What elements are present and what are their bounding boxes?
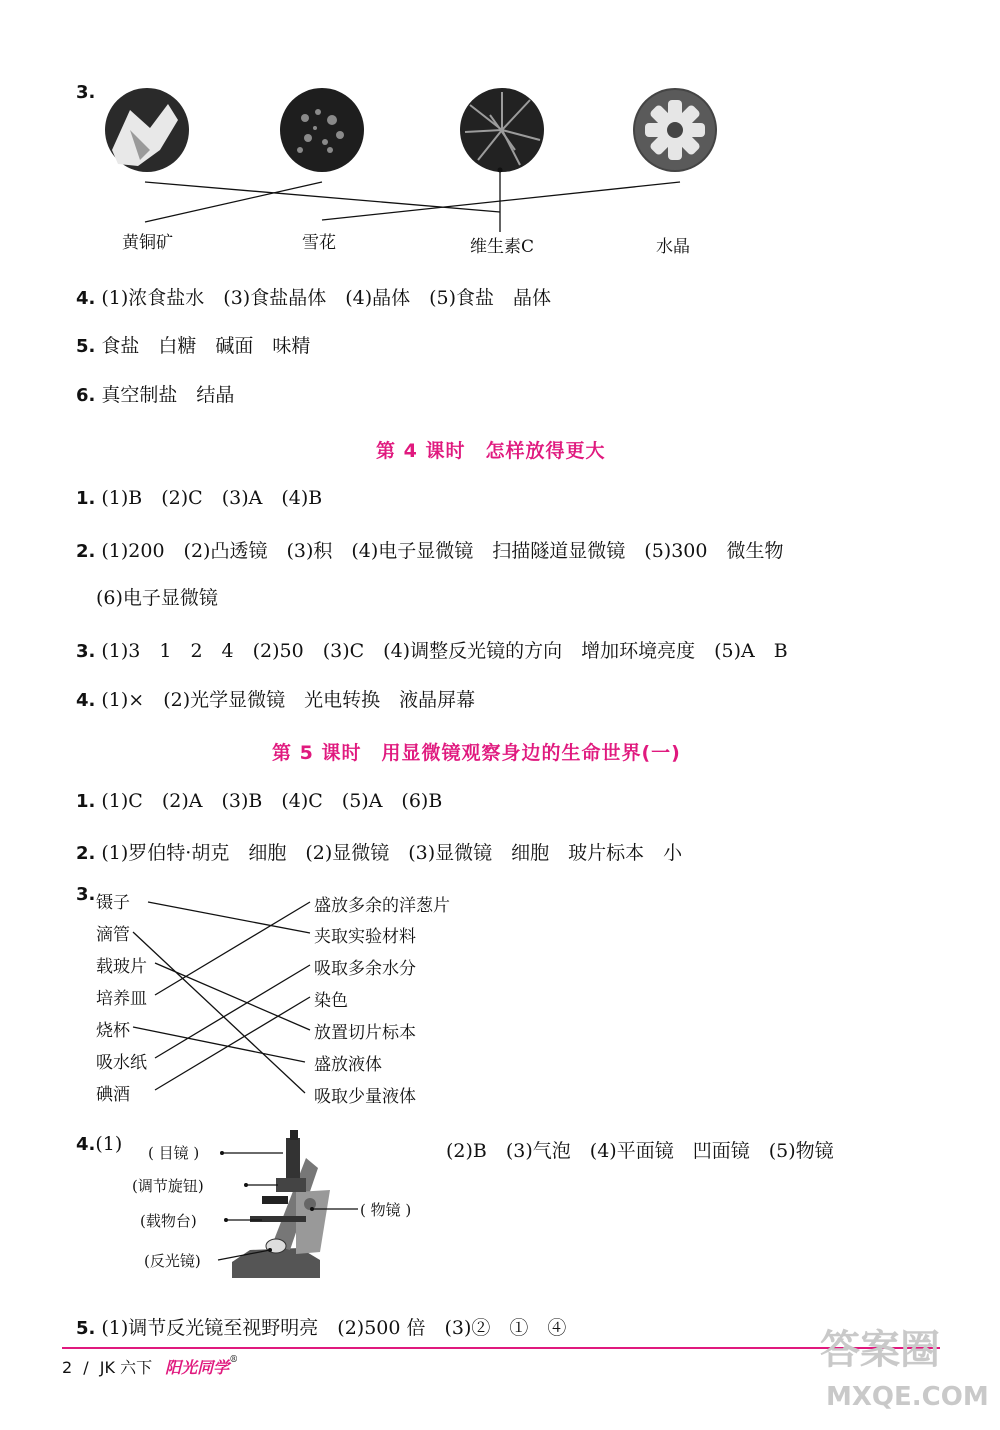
chalcopyrite-crystal-image <box>105 88 189 172</box>
crystal-label-snowflake: 雪花 <box>302 233 336 253</box>
watermark-url: MXQE.COM <box>826 1382 989 1412</box>
brand-logo: 阳光同学 <box>165 1358 230 1377</box>
crystal-label-chalcopyrite: 黄铜矿 <box>122 233 173 253</box>
s5-q3-right-1: 盛放多余的洋葱片 <box>314 896 450 916</box>
s5-q1-answer: 1. (1)C (2)A (3)B (4)C (5)A (6)B <box>76 790 443 812</box>
s5-q3-left-7: 碘酒 <box>96 1085 130 1105</box>
snowflake-crystal-image <box>280 88 364 172</box>
brand-registered-mark: ® <box>229 1355 239 1365</box>
s5-q3-right-6: 盛放液体 <box>314 1055 382 1075</box>
microscope-label-mirror: (反光镜) <box>144 1252 201 1270</box>
s4-q3-answer: 3. (1)3 1 2 4 (2)50 (3)C (4)调整反光镜的方向 增加环境亮度 (5)A B <box>76 640 788 662</box>
q3-match-lines <box>145 170 680 232</box>
q5-answer: 5. 食盐 白糖 碱面 味精 <box>76 335 311 357</box>
footer-separator: / <box>83 1358 89 1377</box>
s5-q3-left-6: 吸水纸 <box>96 1053 147 1073</box>
s5-q3-number: 3. <box>76 884 96 905</box>
footer-series: JK 六下 <box>99 1358 153 1377</box>
s5-q2-answer: 2. (1)罗伯特·胡克 细胞 (2)显微镜 (3)显微镜 细胞 玻片标本 小 <box>76 842 683 864</box>
s4-q2-answer: 2. (1)200 (2)凸透镜 (3)积 (4)电子显微镜 扫描隧道显微镜 (5)300 微生物 <box>76 540 784 562</box>
page-number: 2 <box>62 1358 73 1377</box>
crystal-label-quartz: 水晶 <box>656 237 690 257</box>
s5-q3-right-5: 放置切片标本 <box>314 1023 416 1043</box>
microscope-label-focus-knob: (调节旋钮) <box>132 1177 204 1195</box>
watermark-logo: 答案圈 <box>820 1327 940 1373</box>
section-4-title: 第 4 课时 怎样放得更大 <box>376 440 606 462</box>
s5-q3-left-1: 镊子 <box>96 893 130 913</box>
quartz-crystal-image <box>633 88 717 172</box>
s5-q3-right-7: 吸取少量液体 <box>314 1087 416 1107</box>
s4-q2-continuation: (6)电子显微镜 <box>96 587 218 609</box>
s4-q4-answer: 4. (1)× (2)光学显微镜 光电转换 液晶屏幕 <box>76 689 476 711</box>
s4-q1-answer: 1. (1)B (2)C (3)A (4)B <box>76 487 323 509</box>
q3-number: 3. <box>76 82 96 103</box>
s5-q4-answer: (2)B (3)气泡 (4)平面镜 凹面镜 (5)物镜 <box>446 1140 834 1162</box>
section-5-title: 第 5 课时 用显微镜观察身边的生命世界(一) <box>272 742 681 764</box>
crystal-label-vitamin-c: 维生素C <box>470 237 535 257</box>
s5-q3-right-3: 吸取多余水分 <box>314 959 416 979</box>
s5-q3-right-2: 夹取实验材料 <box>314 927 416 947</box>
microscope-label-stage: (载物台) <box>140 1212 197 1230</box>
q4-answer: 4. (1)浓食盐水 (3)食盐晶体 (4)晶体 (5)食盐 晶体 <box>76 287 552 309</box>
s5-q3-left-3: 载玻片 <box>96 957 147 977</box>
microscope-label-objective: ( 物镜 ) <box>360 1201 412 1219</box>
footer-divider <box>62 1347 940 1349</box>
s5-q4-number: 4.(1) <box>76 1133 123 1155</box>
s5-q3-left-4: 培养皿 <box>96 989 147 1009</box>
q6-answer: 6. 真空制盐 结晶 <box>76 384 235 406</box>
microscope-diagram <box>232 1130 330 1278</box>
s5-q3-right-4: 染色 <box>314 991 348 1011</box>
s5-q3-left-2: 滴管 <box>96 925 130 945</box>
vitamin-c-crystal-image <box>460 88 544 172</box>
s5-q3-left-5: 烧杯 <box>96 1021 130 1041</box>
s5-q5-answer: 5. (1)调节反光镜至视野明亮 (2)500 倍 (3)② ① ④ <box>76 1317 567 1339</box>
footer <box>62 1355 238 1378</box>
microscope-label-eyepiece: ( 目镜 ) <box>148 1144 200 1162</box>
s5-q3-match-lines <box>133 902 310 1093</box>
